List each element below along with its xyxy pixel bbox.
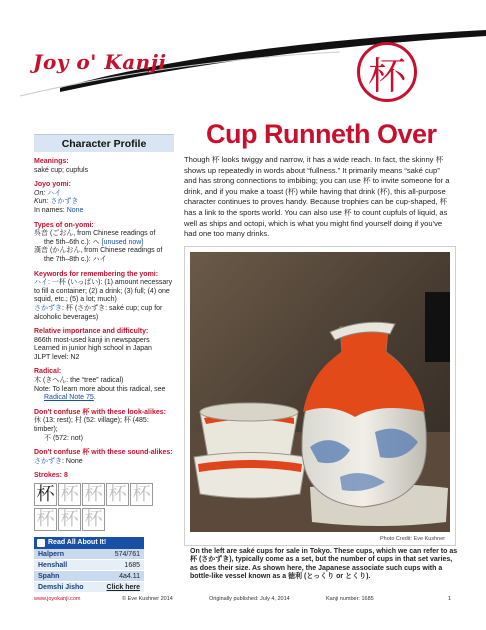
stroke-order-row-1 (34, 483, 174, 506)
kun-value: さかずき (50, 198, 79, 206)
stroke-order-box: 杯 (34, 508, 57, 531)
article-title: Cup Runneth Over (206, 119, 437, 149)
on-value: ハイ (47, 189, 62, 197)
importance-line1: 866th most-used kanji in newspapers (34, 336, 150, 344)
footer-site[interactable]: www.joyokanji.com (34, 596, 81, 602)
radical-note-link[interactable]: Radical Note 75 (44, 394, 94, 402)
stroke-order-box: 杯 (106, 483, 129, 506)
logo[interactable] (33, 50, 167, 74)
radical-line1: 木 (きへん: the “tree” radical) (34, 377, 124, 385)
kan-on-line2: the 7th–8th c.): ハイ (44, 255, 107, 263)
meanings-text: saké cup; cupfuls (34, 166, 89, 174)
logo-joy: Joy (33, 50, 77, 74)
joyo-yomi-section (34, 181, 174, 215)
sake-cups-illustration (190, 252, 450, 532)
soundalikes-heading: Don't confuse 杯 with these sound-alikes: (34, 449, 173, 457)
article-paragraph-1: Though 杯 looks twiggy and narrow, it has a wide reach. In fact, the skinny 杯 shows up repeatedly in words about “fullness.” It primarily means “saké cup” and has strong connections to imbibing; you can use 杯 to invite someone for a drink, and if you make a toast (杯) while having that drink (杯), this all-purpose character continues to proves handy. Because trophies can be cup-shaped, 杯 has a link to the sports world. You can also use 杯 to count cupfuls of liquid, as well as ships and octopi, which is what you might find yourself doing if you've had one too many drinks. (184, 155, 450, 239)
reference-row (34, 582, 144, 593)
reference-value: 1685 (124, 562, 140, 569)
go-on-line2: the 5th–6th c.): ヘ (44, 238, 100, 246)
keyword2-kana: さかずき (34, 304, 62, 312)
meanings-section (34, 158, 174, 175)
reference-row (34, 571, 144, 582)
radical-line2: Note: To learn more about this radical, see (34, 385, 166, 393)
book-icon (37, 539, 45, 547)
sake-cups-photo (190, 252, 450, 532)
lookalikes-section (34, 409, 174, 443)
soundalikes-value: : None (62, 457, 83, 465)
stroke-order-box: 杯 (82, 508, 105, 531)
joyo-yomi-heading: Joyo yomi: (34, 181, 71, 189)
reference-name: Henshall (38, 562, 68, 569)
read-all-about-it-box (34, 537, 144, 593)
reference-value: 574/761 (114, 551, 140, 558)
lookalikes-heading: Don't confuse 杯 with these look-alikes: (34, 408, 166, 416)
read-all-heading (34, 537, 144, 549)
stroke-order-box: 杯 (58, 508, 81, 531)
header-kanji-badge: 杯 (357, 42, 417, 102)
keywords-section (34, 271, 174, 323)
keywords-heading: Keywords for remembering the yomi: (34, 270, 159, 278)
stroke-order-box: 杯 (82, 483, 105, 506)
importance-section (34, 328, 174, 362)
footer-kanji-number: Kanji number: 1685 (326, 596, 374, 602)
names-value: None (66, 206, 84, 214)
lookalikes-line2: 不 (572: not) (44, 434, 83, 442)
reference-row (34, 549, 144, 560)
keyword1-text: : 一杯 (いっぱい): (1) amount necessary to fill a container; (2) a drink; (3) full; (4) one squid, etc.; (5) a lot; much) (34, 279, 173, 304)
photo-credit: Photo Credit: Eve Kushner (380, 536, 446, 542)
read-all-title: Read All About It! (48, 539, 107, 546)
stroke-order-box: 杯 (130, 483, 153, 506)
logo-kanji: Kanji (96, 50, 167, 74)
reference-name: Spahn (38, 573, 60, 580)
go-on-line1: 呉音 (ごおん, from Chinese readings of (34, 230, 156, 238)
character-profile-sidebar (34, 134, 174, 593)
reference-value: 4a4.11 (119, 573, 140, 580)
stroke-order-box: 杯 (34, 483, 57, 506)
reference-name: Halpern (38, 551, 65, 558)
kan-on-line1: 漢音 (かんおん, from Chinese readings of (34, 247, 163, 255)
soundalikes-kana: さかずき (34, 457, 62, 465)
importance-line2: Learned in junior high school in Japan (34, 345, 152, 353)
footer-page-number: 1 (448, 596, 452, 602)
reference-row (34, 560, 144, 571)
names-label: In names: (34, 206, 65, 214)
meanings-heading: Meanings: (34, 158, 69, 165)
footer-published: Originally published: July 4, 2014 (209, 596, 290, 602)
on-yomi-types-heading: Types of on-yomi: (34, 221, 94, 229)
reference-name: Demshi Jisho (38, 584, 84, 591)
kun-label: Kun: (34, 198, 49, 206)
on-yomi-types-section (34, 222, 174, 265)
stroke-order-row-2 (34, 508, 174, 531)
keyword1-kana: ハイ (34, 279, 48, 287)
photo-caption: On the left are saké cups for sale in Tokyo. These cups, which we can refer to as 杯 (さかずき), typically come as a set, but the number of cups in that set varies, as does their size. As shown here, the Japanese associate such cups with a bottle-like vessel known as a 徳利 (とっくり or とくり). (190, 548, 458, 581)
importance-line3: JLPT level: N2 (34, 353, 80, 361)
soundalikes-section (34, 449, 174, 466)
stroke-order-box: 杯 (58, 483, 81, 506)
strokes-heading: Strokes: 8 (34, 472, 68, 480)
header (0, 0, 486, 118)
strokes-section (34, 472, 174, 531)
go-on-unused: [unused now] (101, 238, 144, 246)
lookalikes-line1: 休 (13: rest); 村 (52: village); 杯 (485: timber); (34, 417, 149, 434)
keyword2-text: : 杯 (さかずき: saké cup; cup for alcoholic beverages) (34, 304, 163, 321)
logo-o: o' (76, 50, 97, 74)
radical-heading: Radical: (34, 368, 62, 376)
importance-heading: Relative importance and difficulty: (34, 328, 149, 336)
footer-copyright: © Eve Kushner 2014 (122, 596, 173, 602)
sidebar-title: Character Profile (34, 134, 174, 152)
radical-section: Radical: 木 (きへん: the “tree” radical) Note: To learn more about this radical, see Radical Note 75. (34, 368, 174, 402)
denshi-jisho-link[interactable]: Click here (106, 584, 140, 591)
on-label: On: (34, 189, 46, 197)
